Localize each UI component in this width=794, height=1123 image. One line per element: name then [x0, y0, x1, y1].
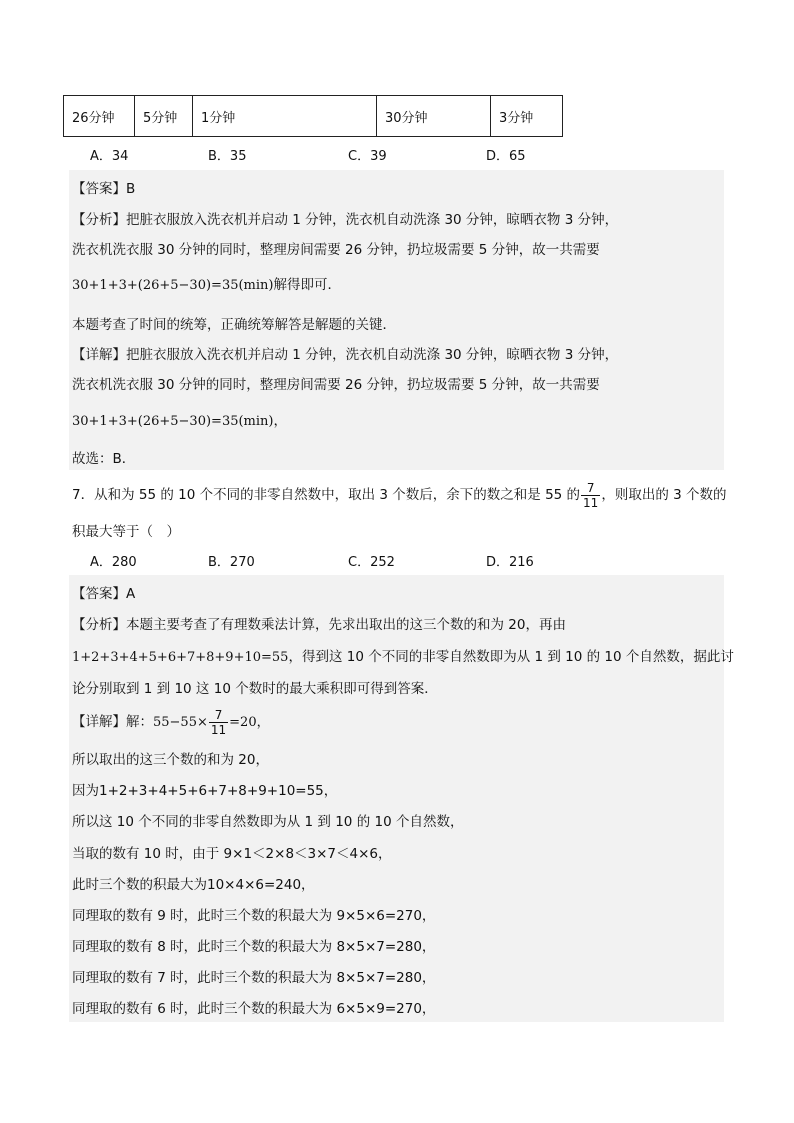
q6-detail-line-1: 【详解】把脏衣服放入洗衣机并启动 1 分钟，洗衣机自动洗涤 30 分钟，晾晒衣物 3 分钟，	[72, 347, 619, 363]
q6-analysis-formula-tail: 解得即可．	[273, 277, 341, 293]
fraction-denominator: 11	[583, 495, 599, 510]
option-d: D．216	[486, 555, 534, 570]
q6-analysis-line-3: 本题考查了时间的统筹，正确统筹解答是解题的关键．	[72, 317, 396, 333]
option-b: B．270	[208, 555, 255, 570]
q6-detail-line-2: 洗衣机洗衣服 30 分钟的同时，整理房间需要 26 分钟，扔垃圾需要 5 分钟，故一共需要	[72, 377, 600, 393]
q7-detail-line: 因为1+2+3+4+5+6+7+8+9+10=55，	[72, 783, 338, 799]
q7-detail-line: 所以取出的这三个数的和为 20，	[72, 752, 269, 768]
q6-detail-formula: 30+1+3+(26+5−30)=35(min)	[72, 414, 274, 429]
q7-detail-formula-b: =20，	[229, 715, 270, 730]
time-table	[63, 95, 563, 137]
q6-analysis-line-1: 【分析】把脏衣服放入洗衣机并启动 1 分钟，洗衣机自动洗涤 30 分钟，晾晒衣物 3 分钟，	[72, 212, 619, 228]
q7-answer: 【答案】A	[72, 586, 136, 602]
fraction-denominator: 11	[210, 722, 227, 737]
q6-choose: 故选：B．	[72, 451, 136, 467]
q7-stem-part-a: 7．从和为 55 的 10 个不同的非零自然数中，取出 3 个数后，余下的数之和是 55 的	[72, 487, 581, 503]
q7-stem-part-b: ，则取出的 3 个数的	[601, 487, 727, 503]
q6-analysis-formula-line	[72, 273, 341, 293]
q7-stem-fraction	[581, 481, 600, 510]
fraction-numerator: 7	[586, 480, 595, 495]
q7-detail-line: 同理取的数有 6 时，此时三个数的积最大为 6×5×9=270，	[72, 1001, 436, 1017]
q7-detail-line: 同理取的数有 9 时，此时三个数的积最大为 9×5×6=270，	[72, 908, 436, 924]
q6-options	[90, 145, 690, 163]
q7-analysis-line-1: 【分析】本题主要考查了有理数乘法计算，先求出取出的这三个数的和为 20，再由	[72, 617, 566, 633]
option-a: A．34	[90, 149, 129, 164]
q7-detail-line-1	[72, 705, 270, 739]
q7-analysis-line-3: 论分别取到 1 到 10 这 10 个数时的最大乘积即可得到答案．	[72, 681, 438, 697]
q7-options	[90, 551, 690, 569]
option-b: B．35	[208, 149, 247, 164]
option-d: D．65	[486, 149, 526, 164]
q6-detail-formula-tail: ，	[273, 413, 287, 429]
q7-detail-label: 【详解】解：	[72, 714, 153, 730]
q7-stem-line-1	[72, 480, 727, 510]
table-cell: 3分钟	[491, 96, 563, 137]
q6-analysis-formula: 30+1+3+(26+5−30)=35(min)	[72, 278, 274, 293]
q7-stem-line-2: 积最大等于（ ）	[72, 524, 180, 540]
q6-analysis-line-2: 洗衣机洗衣服 30 分钟的同时，整理房间需要 26 分钟，扔垃圾需要 5 分钟，故一共需要	[72, 242, 600, 258]
table-cell: 30分钟	[377, 96, 491, 137]
q7-detail-line: 所以这 10 个不同的非零自然数即为从 1 到 10 的 10 个自然数，	[72, 814, 464, 830]
fraction-numerator: 7	[214, 707, 223, 722]
q7-detail-line: 同理取的数有 7 时，此时三个数的积最大为 8×5×7=280，	[72, 970, 436, 986]
table-cell: 1分钟	[193, 96, 377, 137]
q7-analysis-sum: 1+2+3+4+5+6+7+8+9+10=55	[72, 650, 289, 665]
option-a: A．280	[90, 555, 137, 570]
option-c: C．39	[348, 149, 387, 164]
option-c: C．252	[348, 555, 395, 570]
table-row	[64, 96, 563, 137]
q7-detail-line: 同理取的数有 8 时，此时三个数的积最大为 8×5×7=280，	[72, 939, 436, 955]
q7-detail-formula-a: 55−55×	[153, 715, 208, 730]
q7-analysis-line-2-tail: ，得到这 10 个不同的非零自然数即为从 1 到 10 的 10 个自然数，据此讨	[288, 649, 734, 665]
table-cell: 26分钟	[64, 96, 135, 137]
q7-detail-line: 当取的数有 10 时，由于 9×1＜2×8＜3×7＜4×6，	[72, 846, 392, 862]
q6-detail-formula-line	[72, 409, 287, 429]
q7-analysis-line-2	[72, 645, 734, 665]
table-cell: 5分钟	[135, 96, 193, 137]
q7-detail-line: 此时三个数的积最大为10×4×6=240，	[72, 877, 315, 893]
q7-detail-fraction	[209, 708, 228, 737]
q6-answer: 【答案】B	[72, 181, 136, 197]
